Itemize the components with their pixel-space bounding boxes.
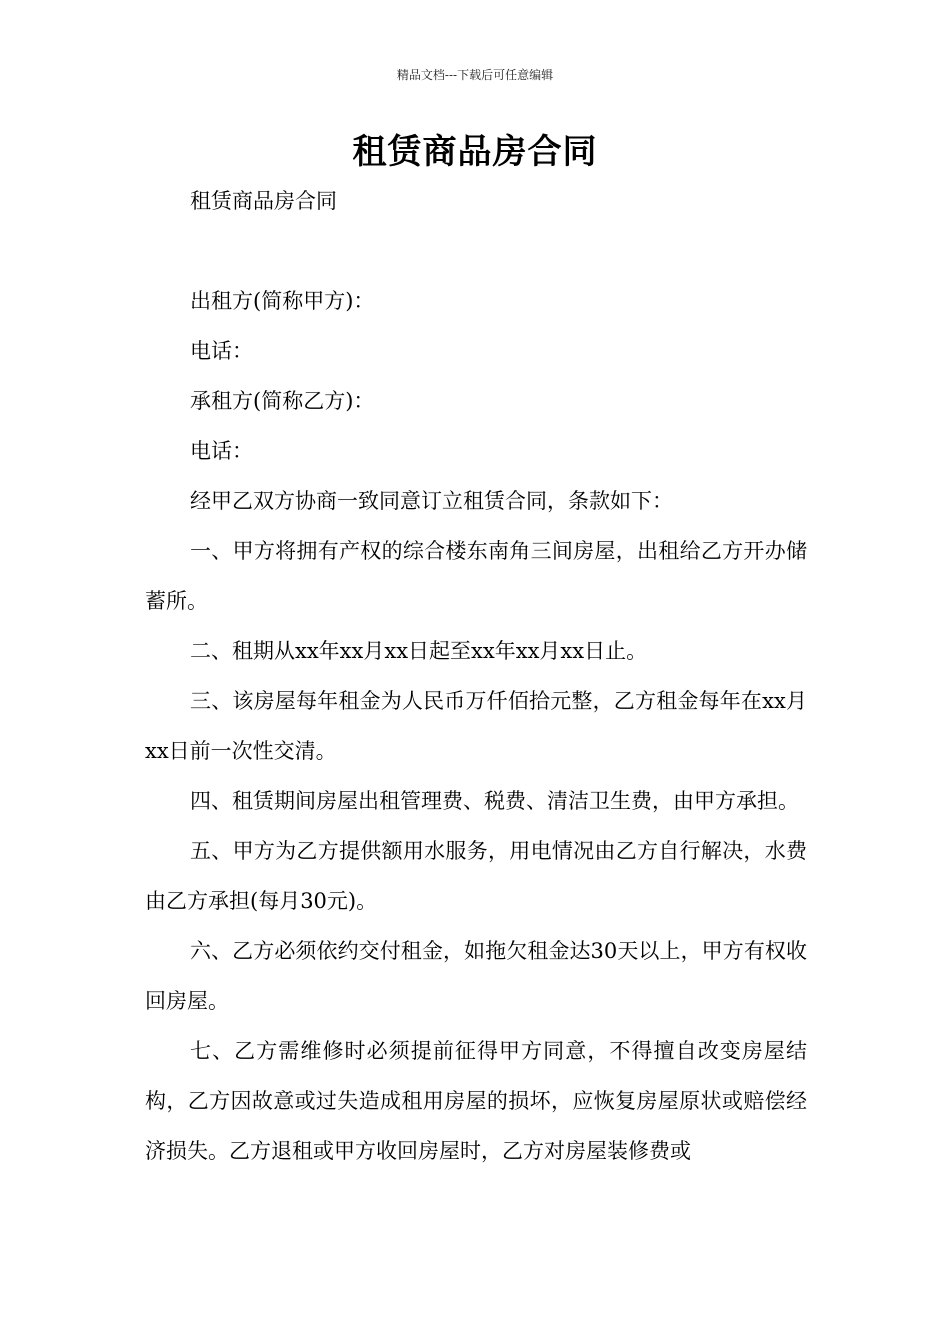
clause-3: 三、该房屋每年租金为人民币万仟佰拾元整，乙方租金每年在xx月xx日前一次性交清。 xyxy=(145,689,807,763)
blank-line xyxy=(145,226,807,276)
clause-4: 四、租赁期间房屋出租管理费、税费、清洁卫生费，由甲方承担。 xyxy=(190,789,799,813)
clause-6: 六、乙方必须依约交付租金，如拖欠租金达30天以上，甲方有权收回房屋。 xyxy=(145,939,807,1013)
clause-5: 五、甲方为乙方提供额用水服务，用电情况由乙方自行解决，水费由乙方承担(每月30元)。 xyxy=(145,839,807,913)
lessor-field: 出租方(简称甲方)： xyxy=(190,289,375,313)
clause-1: 一、甲方将拥有产权的综合楼东南角三间房屋，出租给乙方开办储蓄所。 xyxy=(145,539,807,613)
clause-7: 七、乙方需维修时必须提前征得甲方同意，不得擅自改变房屋结构，乙方因故意或过失造成租用房屋的损坏，应恢复房屋原状或赔偿经济损失。乙方退租或甲方收回房屋时，乙方对房屋装修费或 xyxy=(145,1039,807,1163)
intro-paragraph: 经甲乙双方协商一致同意订立租赁合同，条款如下： xyxy=(190,489,673,513)
document-title: 租赁商品房合同 xyxy=(352,132,598,172)
document-body xyxy=(145,176,807,1176)
header-note: 精品文档---下载后可任意编辑 xyxy=(396,68,554,82)
lessee-phone-field: 电话： xyxy=(190,439,253,463)
clause-2: 二、租期从xx年xx月xx日起至xx年xx月xx日止。 xyxy=(190,639,648,663)
lessee-field: 承租方(简称乙方)： xyxy=(190,389,375,413)
lessor-phone-field: 电话： xyxy=(190,339,253,363)
subtitle-paragraph: 租赁商品房合同 xyxy=(190,189,337,213)
